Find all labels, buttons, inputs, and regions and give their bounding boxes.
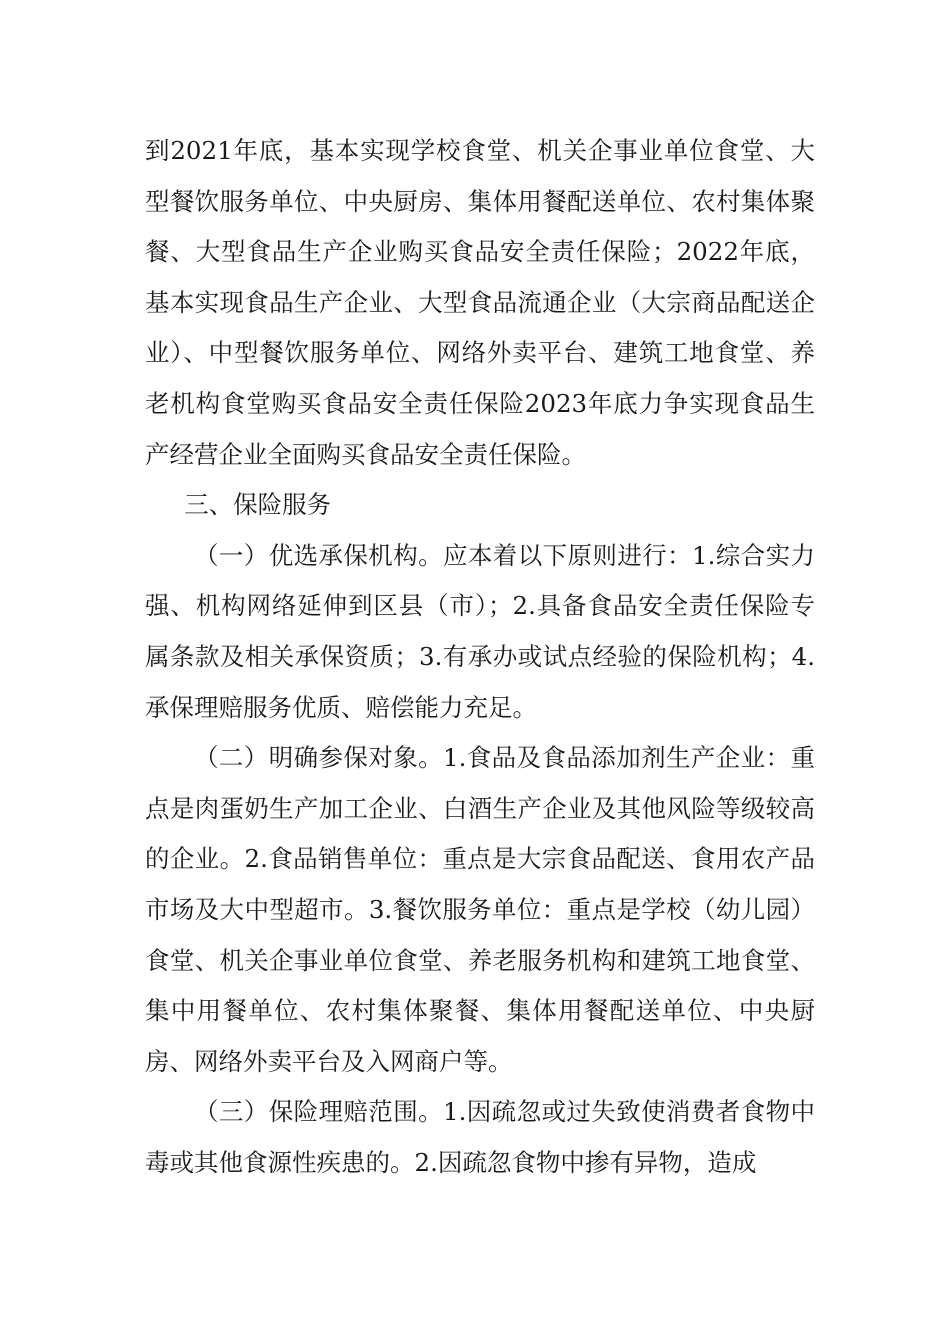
paragraph-insured-targets: （二）明确参保对象。1.食品及食品添加剂生产企业：重点是肉蛋奶生产加工企业、白酒生产企业及其他风险等级较高的企业。2.食品销售单位：重点是大宗食品配送、食用农产品市场及大中型超市。3.餐饮服务单位：重点是学校（幼儿园）食堂、机关企事业单位食堂、养老服务机构和建筑工地食堂、集中用餐单位、农村集体聚餐、集体用餐配送单位、中央厨房、网络外卖平台及入网商户等。: [145, 743, 815, 1076]
paragraph-insurance-timeline: 到2021年底，基本实现学校食堂、机关企事业单位食堂、大型餐饮服务单位、中央厨房、集体用餐配送单位、农村集体聚餐、大型食品生产企业购买食品安全责任保险；2022年底，基本实现食品生产企业、大型食品流通企业（大宗商品配送企业）、中型餐饮服务单位、网络外卖平台、建筑工地食堂、养老机构食堂购买食品安全责任保险2023年底力争实现食品生产经营企业全面购买食品安全责任保险。: [145, 136, 815, 469]
paragraph-claim-scope: （三）保险理赔范围。1.因疏忽或过失致使消费者食物中毒或其他食源性疾患的。2.因疏忽食物中掺有异物，造成: [145, 1097, 815, 1177]
paragraph-select-insurer: （一）优选承保机构。应本着以下原则进行：1.综合实力强、机构网络延伸到区县（市）；2.具备食品安全责任保险专属条款及相关承保资质；3.有承办或试点经验的保险机构；4.承保理赔服务优质、赔偿能力充足。: [145, 540, 815, 722]
section-heading-insurance-service: 三、保险服务: [184, 490, 332, 520]
document-body: [145, 126, 815, 1188]
